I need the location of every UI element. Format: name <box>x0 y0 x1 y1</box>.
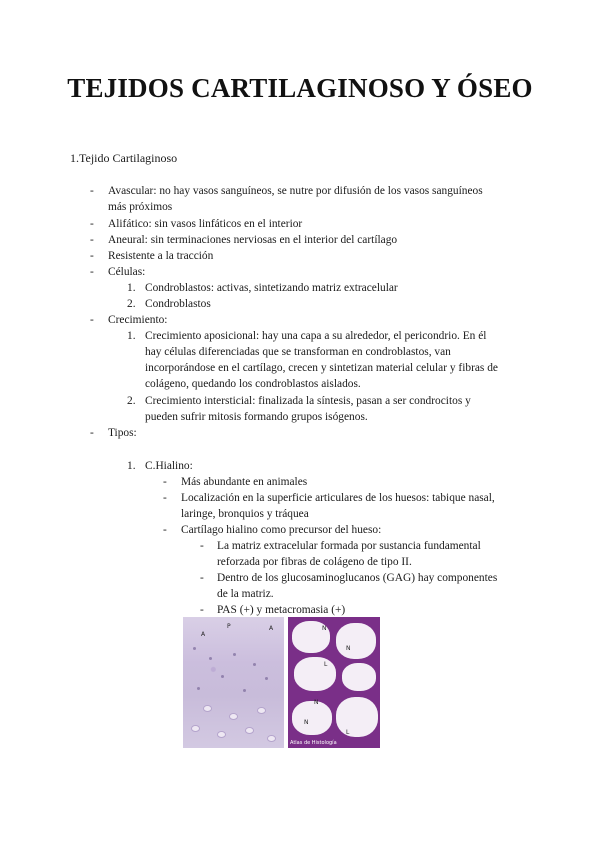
list-item: más próximos <box>108 201 173 213</box>
list-dash: - <box>90 314 94 326</box>
list-item: Condroblastos: activas, sintetizando matriz extracelular <box>145 282 398 294</box>
image-label: A <box>201 631 206 638</box>
image-label: L <box>346 729 350 736</box>
list-item: PAS (+) y metacromasia (+) <box>217 604 346 616</box>
list-dash: - <box>200 540 204 552</box>
image-label: N <box>304 719 309 726</box>
list-dash: - <box>200 604 204 616</box>
list-number: 2. <box>127 395 136 407</box>
list-item: Tipos: <box>108 427 137 439</box>
list-item: pueden sufrir mitosis formando grupos isógenos. <box>145 411 368 423</box>
list-dash: - <box>90 427 94 439</box>
image-caption: Atlas de Histología <box>290 740 337 746</box>
list-item: Alifático: sin vasos linfáticos en el interior <box>108 218 303 230</box>
list-item: incorporándose en el cartílago, crecen y sintetizan material celular y fibras de <box>145 362 498 374</box>
list-number: 1. <box>127 330 136 342</box>
list-item: reforzada por fibras de colágeno de tipo II. <box>217 556 412 568</box>
list-dash: - <box>90 218 94 230</box>
list-item: Más abundante en animales <box>181 476 308 488</box>
list-dash: - <box>90 234 94 246</box>
list-item: Células: <box>108 266 146 278</box>
list-item: Aneural: sin terminaciones nerviosas en el interior del cartílago <box>108 234 398 246</box>
image-label: A <box>269 625 274 632</box>
image-label: N <box>314 699 319 706</box>
list-item: Resistente a la tracción <box>108 250 214 262</box>
list-dash: - <box>90 250 94 262</box>
list-item: Localización en la superficie articulares de los huesos: tabique nasal, <box>181 492 495 504</box>
list-item: La matriz extracelular formada por sustancia fundamental <box>217 540 481 552</box>
list-dash: - <box>163 524 167 536</box>
list-item: colágeno, quedando los condroblastos aislados. <box>145 378 361 390</box>
page-title: TEJIDOS CARTILAGINOSO Y ÓSEO <box>67 73 533 103</box>
list-dash: - <box>90 266 94 278</box>
image-label: P <box>227 623 231 630</box>
image-label: N <box>346 645 351 652</box>
list-number: 1. <box>127 282 136 294</box>
list-dash: - <box>163 492 167 504</box>
list-item: hay células diferenciadas que se transforman en condroblastos, van <box>145 346 451 358</box>
list-item: laringe, bronquios y tráquea <box>181 508 309 520</box>
list-dash: - <box>90 185 94 197</box>
list-item: Dentro de los glucosaminoglucanos (GAG) hay componentes <box>217 572 498 584</box>
histology-image-hyaline-low <box>183 617 284 748</box>
section-heading: 1.Tejido Cartilaginoso <box>70 151 178 165</box>
histology-image-hyaline-high <box>288 617 380 748</box>
image-label: L <box>324 661 328 668</box>
list-item: Crecimiento aposicional: hay una capa a su alrededor, el pericondrio. En él <box>145 330 487 342</box>
list-item: de la matriz. <box>217 588 274 600</box>
image-label: N <box>322 625 327 632</box>
list-number: 2. <box>127 298 136 310</box>
list-item: Cartílago hialino como precursor del hueso: <box>181 524 382 536</box>
list-dash: - <box>163 476 167 488</box>
list-item: Condroblastos <box>145 298 211 310</box>
list-item: Crecimiento intersticial: finalizada la síntesis, pasan a ser condrocitos y <box>145 395 471 407</box>
list-dash: - <box>200 572 204 584</box>
list-item: Avascular: no hay vasos sanguíneos, se nutre por difusión de los vasos sanguíneos <box>108 185 483 197</box>
list-item: C.Hialino: <box>145 460 193 472</box>
list-number: 1. <box>127 460 136 472</box>
list-item: Crecimiento: <box>108 314 168 326</box>
